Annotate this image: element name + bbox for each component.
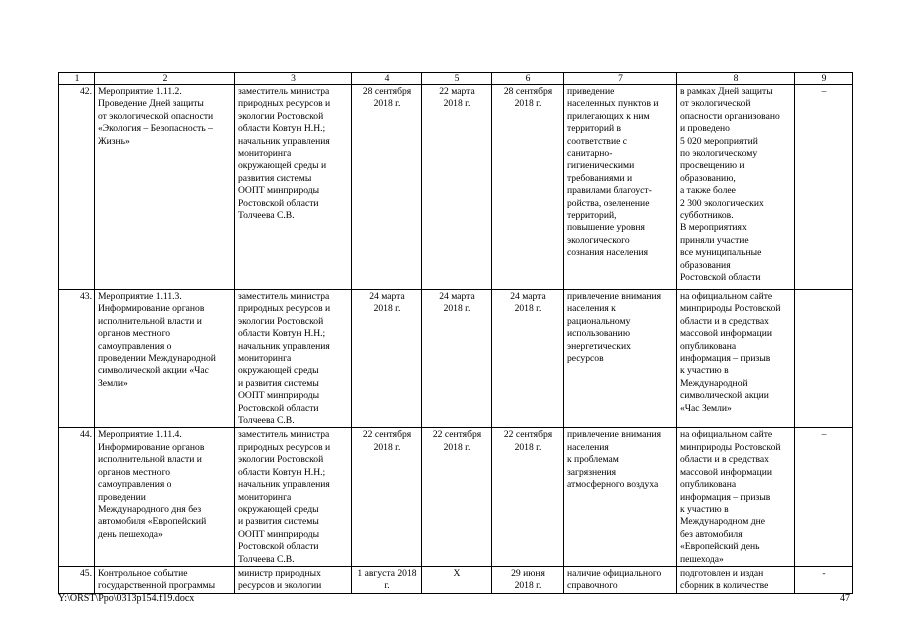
achieved-result: подготовлен и издан сборник в количестве — [680, 567, 769, 592]
column-number: 3 — [235, 73, 352, 85]
responsible-person: министр природных ресурсов и экологии — [238, 567, 322, 592]
row-number: 44. — [59, 428, 95, 566]
actual-end-date: 28 сентября 2018 г. — [503, 86, 553, 110]
actual-start-date: Х — [453, 567, 461, 579]
column-number: 2 — [95, 73, 235, 85]
responsible-person: заместитель министра природных ресурсов и экологии Ростовской области Ковтун Н.Н.; начальник управления мониторинга окружающей среды и развития системы ООПТ минприроды Ростовской области Толчеева С.В. — [238, 291, 331, 427]
actual-end-date: 29 июня 2018 г. — [511, 567, 545, 592]
table-row — [59, 428, 853, 566]
column-number: 1 — [59, 73, 95, 85]
event-name: Мероприятие 1.11.3. Информирование органов исполнительной власти и органов местного самоуправления о проведении Международной символической акции «Час Земли» — [98, 291, 216, 389]
responsible-person: заместитель министра природных ресурсов и экологии Ростовской области Ковтун Н.Н.; начальник управления мониторинга окружающей среды и развития системы ООПТ минприроды Ростовской области Толчеева С.В. — [238, 86, 331, 222]
row-number: 42. — [59, 85, 95, 290]
planned-date: 24 марта 2018 г. — [369, 291, 405, 315]
footer-file-path: Y:\ORST\Ppo\0313p154.f19.docx — [58, 593, 195, 604]
responsible-person: заместитель министра природных ресурсов и экологии Ростовской области Ковтун Н.Н.; начальник управления мониторинга окружающей среды и развития системы ООПТ минприроды Ростовской области Толчеева С.В. — [238, 429, 331, 565]
row-number: 45. — [59, 566, 95, 593]
column-number: 6 — [492, 73, 564, 85]
actual-end-date: 22 сентября 2018 г. — [503, 429, 553, 453]
column-number: 9 — [795, 73, 853, 85]
actual-start-date: 22 марта 2018 г. — [439, 86, 475, 110]
actual-end-date: 24 марта 2018 г. — [510, 291, 546, 315]
event-name: Мероприятие 1.11.4. Информирование органов исполнительной власти и органов местного самоуправления о проведении Международного дня без автомобиля «Европейский день пешехода» — [98, 429, 207, 540]
achieved-result: на официальном сайте минприроды Ростовской области и в средствах массовой информации опубликована информация – призыв к участию в Международном дне без автомобиля «Европейский день пешехода» — [680, 429, 781, 565]
problems-cell: – — [795, 85, 853, 290]
column-number: 7 — [564, 73, 677, 85]
expected-result: наличие официального справочного — [567, 567, 662, 592]
actual-start-date: 22 сентября 2018 г. — [432, 429, 482, 453]
column-number-row — [59, 73, 853, 85]
planned-date: 1 августа 2018 г. — [357, 567, 417, 592]
achieved-result: в рамках Дней защиты от экологической опасности организовано и проведено 5 020 мероприятий по экологическому просвещению и образованию, а также более 2 300 экологических субботников. В мероприятиях приняли участие все муниципальные образования Ростовской области — [680, 86, 780, 284]
table-row — [59, 566, 853, 593]
problems-cell — [795, 290, 853, 428]
planned-date: 28 сентября 2018 г. — [362, 86, 412, 110]
table-row — [59, 85, 853, 290]
achieved-result: на официальном сайте минприроды Ростовской области и в средствах массовой информации опубликована информация – призыв к участию в Международной символической акции «Час Земли» — [680, 291, 781, 414]
table-row — [59, 290, 853, 428]
report-table — [58, 72, 853, 594]
event-name: Мероприятие 1.11.2. Проведение Дней защиты от экологической опасности «Экология – Безопасность – Жизнь» — [98, 86, 214, 147]
page-number: 47 — [840, 593, 850, 604]
problems-cell: – — [795, 428, 853, 566]
expected-result: привлечение внимания населения к проблемам загрязнения атмосферного воздуха — [567, 429, 662, 491]
expected-result: приведение населенных пунктов и прилегающих к ним территорий в соответствие с санитарно- гигиеническими требованиями и правилами благоуст- ройства, озеленение территорий, повышение уровня экологического сознания населения — [567, 86, 659, 259]
column-number: 4 — [352, 73, 422, 85]
column-number: 5 — [422, 73, 492, 85]
problems-cell: - — [795, 566, 853, 593]
column-number: 8 — [677, 73, 795, 85]
expected-result: привлечение внимания населения к рациональному использованию энергетических ресурсов — [567, 291, 662, 365]
row-number: 43. — [59, 290, 95, 428]
actual-start-date: 24 марта 2018 г. — [439, 291, 475, 315]
event-name: Контрольное событие государственной программы — [98, 567, 216, 592]
planned-date: 22 сентября 2018 г. — [362, 429, 412, 453]
